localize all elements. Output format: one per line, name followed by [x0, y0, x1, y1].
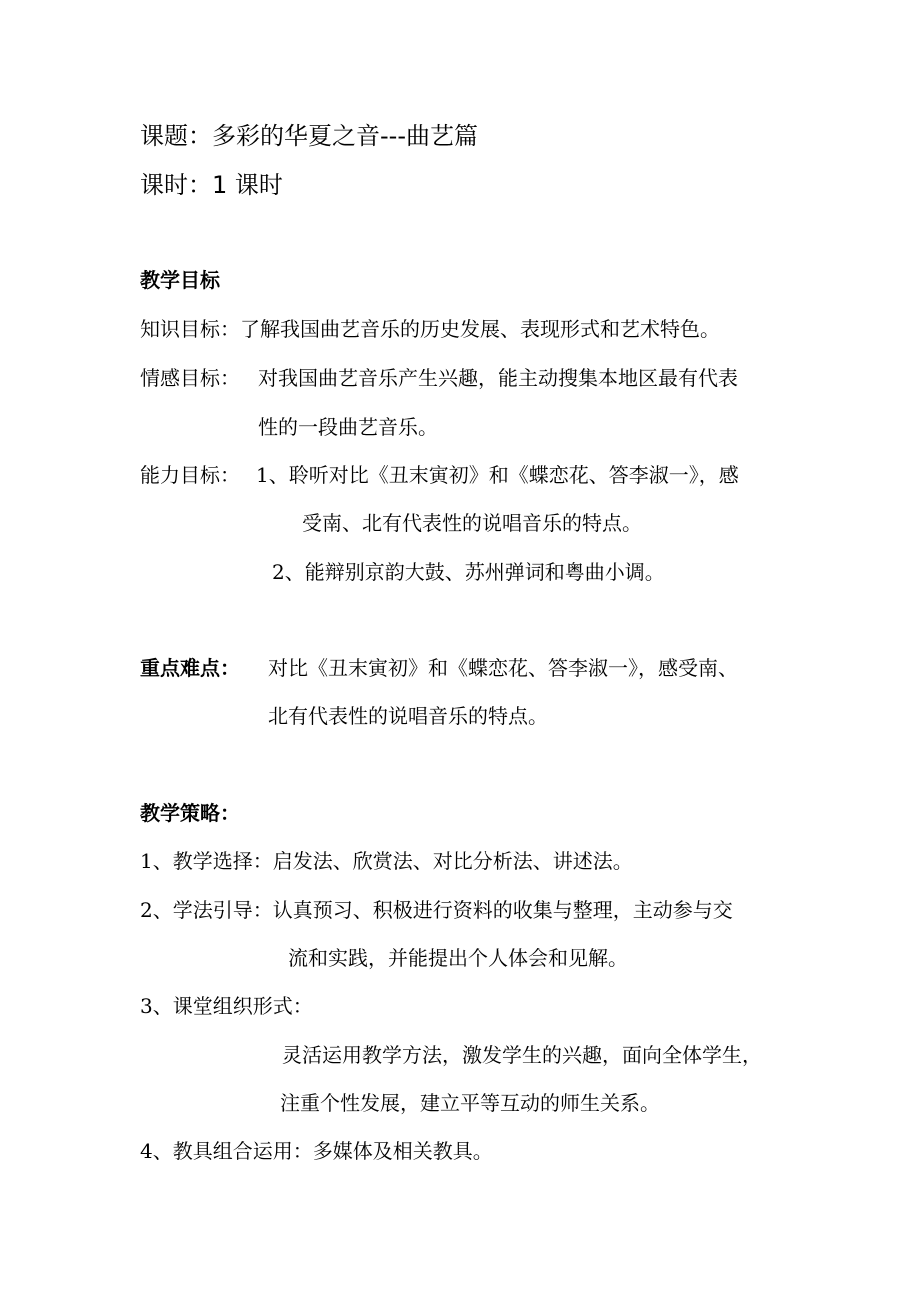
ability-objective-line-1: 1、聆听对比《丑末寅初》和《蝶恋花、答李淑一》，感 — [256, 463, 739, 487]
strategy-item-3: 3、课堂组织形式： — [140, 994, 313, 1018]
lesson-title: 课题：多彩的华夏之音---曲艺篇 — [140, 122, 478, 150]
emotion-objective-line-2: 性的一段曲艺音乐。 — [258, 415, 438, 439]
emotion-objective-label: 情感目标： — [140, 366, 240, 390]
key-points-label: 重点难点： — [140, 656, 240, 680]
strategy-item-2: 2、学法引导：认真预习、积极进行资料的收集与整理，主动参与交 — [140, 898, 733, 922]
lesson-hours: 课时：1 课时 — [140, 171, 283, 199]
strategy-heading: 教学策略： — [140, 801, 240, 825]
strategy-item-1: 1、教学选择：启发法、欣赏法、对比分析法、讲述法。 — [140, 849, 633, 873]
ability-objective-line-2: 受南、北有代表性的说唱音乐的特点。 — [302, 511, 642, 535]
strategy-item-3-line-1: 灵活运用教学方法，激发学生的兴趣，面向全体学生， — [282, 1043, 762, 1067]
ability-objective-label: 能力目标： — [140, 463, 240, 487]
strategy-item-2-cont: 流和实践，并能提出个人体会和见解。 — [288, 946, 628, 970]
ability-objective-line-3: 2、能辩别京韵大鼓、苏州弹词和粤曲小调。 — [272, 560, 665, 584]
knowledge-objective — [140, 319, 720, 339]
emotion-objective-line-1: 对我国曲艺音乐产生兴趣，能主动搜集本地区最有代表 — [258, 366, 738, 390]
knowledge-objective-label: 知识目标： — [140, 317, 240, 341]
strategy-item-3-line-2: 注重个性发展，建立平等互动的师生关系。 — [280, 1091, 660, 1115]
key-points-line-2: 北有代表性的说唱音乐的特点。 — [268, 704, 548, 728]
knowledge-objective-text: 了解我国曲艺音乐的历史发展、表现形式和艺术特色。 — [240, 317, 720, 341]
key-points-line-1: 对比《丑末寅初》和《蝶恋花、答李淑一》，感受南、 — [268, 656, 738, 680]
strategy-item-4: 4、教具组合运用：多媒体及相关教具。 — [140, 1139, 493, 1163]
objectives-heading: 教学目标 — [140, 268, 220, 292]
